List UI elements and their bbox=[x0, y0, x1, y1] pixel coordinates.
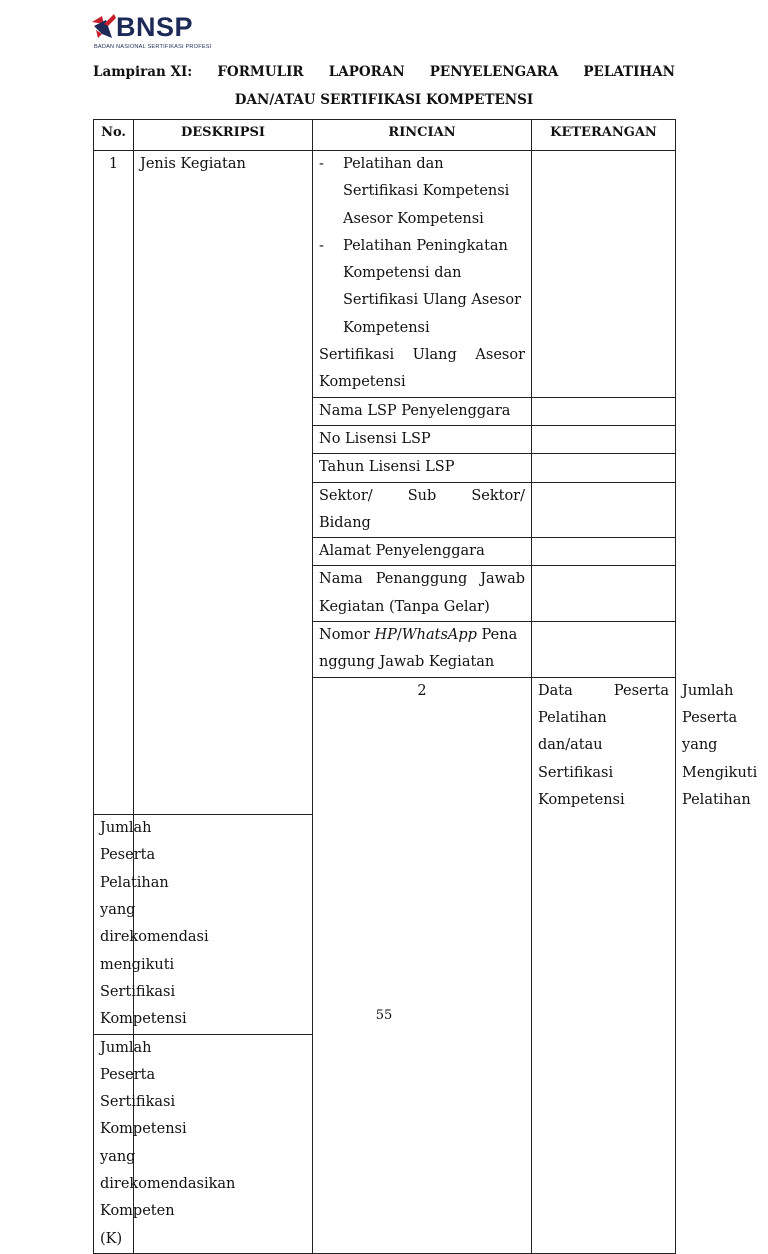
keterangan-cell bbox=[532, 482, 676, 538]
title-line-1 bbox=[93, 64, 675, 80]
rincian-line: Nama Penanggung Jawab bbox=[319, 571, 525, 588]
rincian-line: Sertifikasi Ulang Asesor bbox=[319, 347, 525, 364]
logo-subtitle: BADAN NASIONAL SERTIFIKASI PROFESI bbox=[94, 44, 212, 50]
rincian-line: Kegiatan (Tanpa Gelar) bbox=[319, 598, 490, 615]
desc-line: Kompetensi bbox=[538, 791, 625, 808]
row-description: Jenis Kegiatan bbox=[134, 151, 313, 815]
desc-line: Sertifikasi bbox=[538, 764, 614, 781]
list-item: - Pelatihan dan Sertifikasi Kompetensi Asesor Kompetensi bbox=[319, 151, 525, 233]
keterangan-cell bbox=[134, 1034, 313, 1253]
rincian-line: nggung Jawab Kegiatan bbox=[319, 654, 495, 671]
header-keterangan: KETERANGAN bbox=[532, 120, 676, 151]
table-row bbox=[94, 151, 676, 398]
rincian-alamat: Alamat Penyelenggara bbox=[313, 538, 532, 566]
rincian-penanggung-jawab bbox=[313, 566, 532, 622]
keterangan-cell bbox=[532, 454, 676, 482]
keterangan-cell bbox=[532, 151, 676, 398]
rincian-line: Jumlah Peserta Sertifikasi bbox=[100, 1039, 176, 1111]
rincian-line: Jumlah Peserta Pelatihan bbox=[100, 820, 169, 891]
rincian-line: Sektor/ Sub Sektor/ bbox=[319, 487, 525, 504]
rincian-line: Sertifikasi Ulang Asesor bbox=[343, 292, 522, 309]
rincian-line: Kompetensi bbox=[343, 319, 430, 336]
rincian-line: Asesor Kompetensi bbox=[343, 210, 484, 227]
rincian-sektor bbox=[313, 482, 532, 538]
keterangan-cell bbox=[134, 815, 313, 1034]
rincian-line: Pelatihan Peningkatan bbox=[343, 237, 508, 254]
rincian-jumlah-direkomendasi bbox=[94, 815, 209, 1034]
desc-line: Data Peserta bbox=[538, 682, 669, 699]
rincian-line: mengikuti Sertifikasi bbox=[100, 956, 176, 1000]
rincian-line: Kompeten (K) bbox=[100, 1203, 175, 1247]
rincian-jumlah-kompeten bbox=[94, 1034, 236, 1253]
logo-brand: BNSP bbox=[116, 12, 194, 42]
rincian-line: Bidang bbox=[319, 514, 371, 531]
rincian-line: Kompetensi bbox=[319, 374, 406, 391]
rincian-line: direkomendasikan bbox=[100, 1175, 236, 1192]
row-number: 2 bbox=[313, 677, 532, 1253]
keterangan-cell bbox=[532, 538, 676, 566]
table-row: 2 Data Peserta Pelatihan dan/atau Sertifikasi Kompetensi Jumlah Peserta yang Mengikuti Pelatihan bbox=[94, 677, 676, 814]
title-word: LAPORAN bbox=[328, 64, 405, 80]
list-item: - Pelatihan Peningkatan Kompetensi dan Sertifikasi Ulang Asesor Kompetensi bbox=[319, 233, 525, 342]
table-header-row bbox=[94, 120, 676, 151]
rincian-line: Kompetensi yang bbox=[100, 1121, 187, 1165]
keterangan-cell bbox=[532, 566, 676, 622]
header-deskripsi: DESKRIPSI bbox=[134, 120, 313, 151]
header-no: No. bbox=[94, 120, 134, 151]
bnsp-logo bbox=[90, 10, 220, 56]
rincian-line: Pelatihan dan bbox=[343, 156, 444, 172]
keterangan-cell bbox=[532, 425, 676, 453]
rincian-line: Kompetensi bbox=[100, 1011, 187, 1028]
title-word: PENYELENGARA bbox=[429, 64, 559, 80]
rincian-line: Nomor HP/WhatsApp Pena bbox=[319, 627, 518, 644]
rincian-nama-lsp: Nama LSP Penyelenggara bbox=[313, 397, 532, 425]
report-form-table bbox=[93, 119, 758, 1254]
rincian-nomor-hp bbox=[313, 622, 532, 678]
page-number: 55 bbox=[375, 1008, 393, 1023]
title-line-2: DAN/ATAU SERTIFIKASI KOMPETENSI bbox=[234, 92, 534, 108]
rincian-tahun-lisensi: Tahun Lisensi LSP bbox=[313, 454, 532, 482]
rincian-line: Sertifikasi Kompetensi bbox=[343, 183, 510, 200]
rincian-line: Kompetensi dan bbox=[343, 265, 462, 282]
rincian-no-lisensi: No Lisensi LSP bbox=[313, 425, 532, 453]
row-description bbox=[532, 677, 676, 1253]
title-word: PELATIHAN bbox=[583, 64, 675, 80]
keterangan-cell bbox=[532, 622, 676, 678]
title-word: FORMULIR bbox=[217, 64, 304, 80]
desc-line: Pelatihan dan/atau bbox=[538, 709, 607, 754]
title-prefix: Lampiran XI: bbox=[93, 64, 193, 80]
keterangan-cell bbox=[532, 397, 676, 425]
header-rincian: RINCIAN bbox=[313, 120, 532, 151]
rincian-jenis-kegiatan bbox=[313, 151, 532, 398]
rincian-line: yang direkomendasi bbox=[100, 902, 209, 946]
row-number: 1 bbox=[94, 151, 134, 815]
